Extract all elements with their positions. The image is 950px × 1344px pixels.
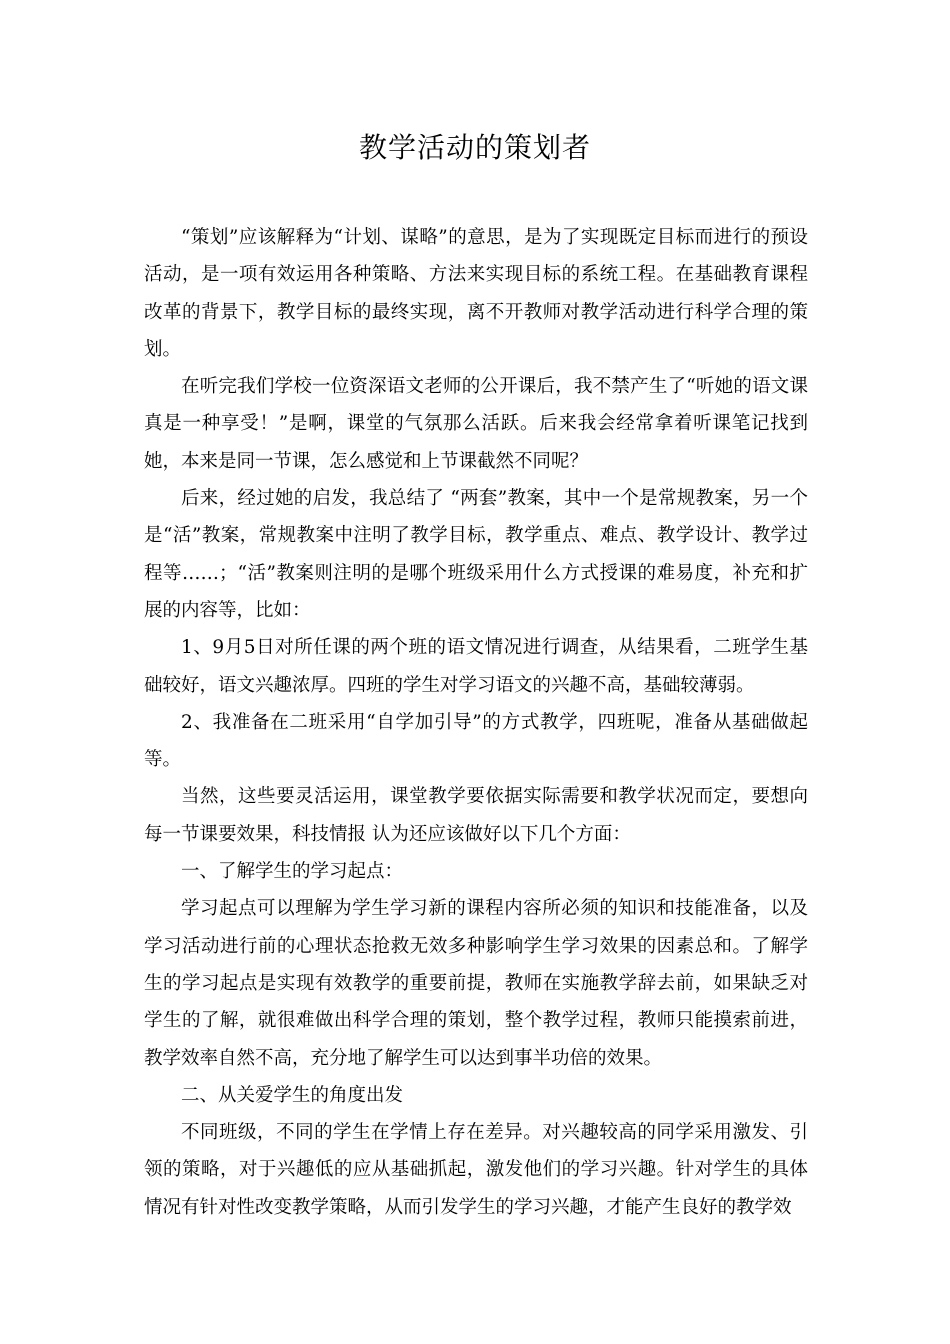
- paragraph-7: 学习起点可以理解为学生学习新的课程内容所必须的知识和技能准备，以及学习活动进行前的心理状态抢救无效多种影响学生学习效果的因素总和。了解学生的学习起点是实现有效教学的重要前提，教师在实施教学辞去前，如果缺乏对学生的了解，就很难做出科学合理的策划，整个教学过程，教师只能摸索前进，教学效率自然不高，充分地了解学生可以达到事半功倍的效果。: [144, 898, 808, 1069]
- document-title: 教学活动的策划者: [358, 131, 591, 164]
- paragraph-3: 后来，经过她的启发，我总结了 “两套”教案，其中一个是常规教案，另一个是“活”教案，常规教案中注明了教学目标，教学重点、难点、教学设计、教学过程等……；“活”教案则注明的是哪个班级采用什么方式授课的难易度，补充和扩展的内容等，比如：: [144, 488, 808, 621]
- document-body: [144, 219, 808, 1226]
- paragraph-8: 不同班级，不同的学生在学情上存在差异。对兴趣较高的同学采用激发、引领的策略，对于兴趣低的应从基础抓起，激发他们的学习兴趣。针对学生的具体情况有针对性改变教学策略，从而引发学生的学习兴趣，才能产生良好的教学效: [144, 1122, 808, 1218]
- paragraph-5: 2、我准备在二班采用“自学加引导”的方式教学，四班呢，准备从基础做起等。: [144, 711, 808, 771]
- paragraph-1: “策划”应该解释为“计划、谋略”的意思，是为了实现既定目标而进行的预设活动，是一项有效运用各种策略、方法来实现目标的系统工程。在基础教育课程改革的背景下，教学目标的最终实现，离不开教师对教学活动进行科学合理的策划。: [144, 227, 808, 360]
- section-heading-1: 一、了解学生的学习起点：: [181, 861, 404, 883]
- paragraph-6: 当然，这些要灵活运用，课堂教学要依据实际需要和教学状况而定，要想向每一节课要效果，科技情报 认为还应该做好以下几个方面：: [144, 786, 808, 845]
- paragraph-4: 1、9月5日对所任课的两个班的语文情况进行调查，从结果看，二班学生基础较好，语文兴趣浓厚。四班的学生对学习语文的兴趣不高，基础较薄弱。: [144, 637, 808, 696]
- section-heading-2: 二、从关爱学生的角度出发: [181, 1084, 404, 1106]
- paragraph-2: 在听完我们学校一位资深语文老师的公开课后，我不禁产生了“听她的语文课真是一种享受！”是啊，课堂的气氛那么活跃。后来我会经常拿着听课笔记找到她，本来是同一节课，怎么感觉和上节课截然不同呢？: [144, 376, 808, 472]
